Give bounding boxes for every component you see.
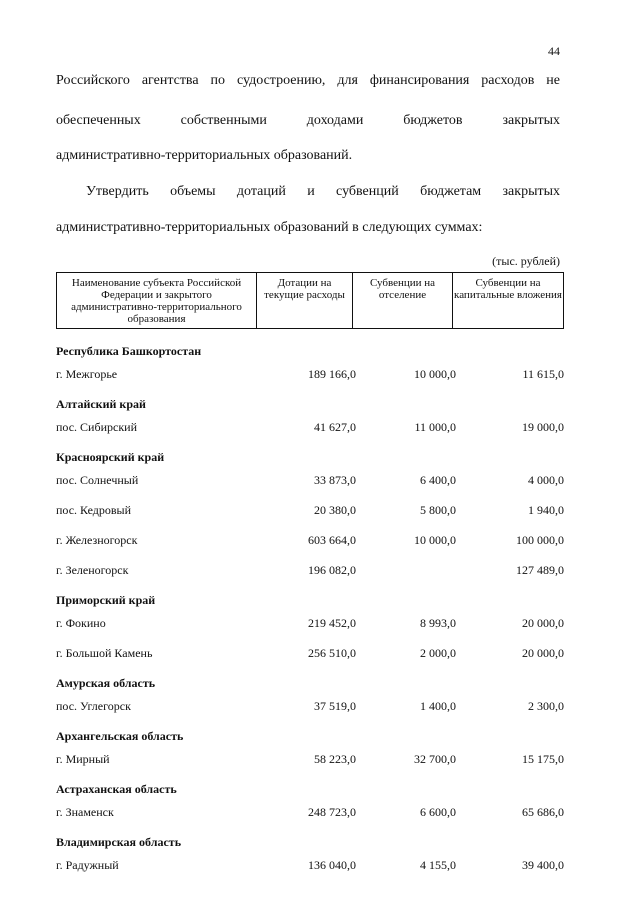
table-row bbox=[56, 752, 564, 782]
row-capital: 2 300,0 bbox=[528, 699, 564, 713]
row-subsidies: 41 627,0 bbox=[314, 420, 356, 434]
paragraph2-line1: Утвердить объемы дотаций и субвенций бюджетам закрытых bbox=[86, 184, 560, 199]
region-heading: Амурская область bbox=[56, 676, 156, 690]
row-capital: 39 400,0 bbox=[522, 858, 564, 872]
table-row bbox=[56, 533, 564, 563]
row-relocation: 11 000,0 bbox=[414, 420, 456, 434]
row-relocation: 6 400,0 bbox=[420, 473, 456, 487]
row-subsidies: 196 082,0 bbox=[308, 563, 356, 577]
row-relocation: 1 400,0 bbox=[420, 699, 456, 713]
row-subsidies: 219 452,0 bbox=[308, 616, 356, 630]
row-name: г. Межгорье bbox=[56, 367, 118, 381]
row-relocation: 8 993,0 bbox=[420, 616, 456, 630]
table-body bbox=[56, 344, 564, 888]
row-capital: 19 000,0 bbox=[522, 420, 564, 434]
row-name: г. Радужный bbox=[56, 858, 119, 872]
row-subsidies: 256 510,0 bbox=[308, 646, 356, 660]
region-heading: Красноярский край bbox=[56, 450, 165, 464]
row-relocation: 6 600,0 bbox=[420, 805, 456, 819]
region-heading: Астраханская область bbox=[56, 782, 177, 796]
row-name: пос. Кедровый bbox=[56, 503, 132, 517]
row-capital: 127 489,0 bbox=[516, 563, 564, 577]
row-relocation: 10 000,0 bbox=[414, 533, 456, 547]
row-name: пос. Сибирский bbox=[56, 420, 137, 434]
row-name: г. Знаменск bbox=[56, 805, 114, 819]
table-row bbox=[56, 473, 564, 503]
row-relocation: 4 155,0 bbox=[420, 858, 456, 872]
paragraph1-line2: обеспеченных собственными доходами бюджетов закрытых bbox=[56, 113, 560, 128]
row-capital: 100 000,0 bbox=[516, 533, 564, 547]
row-capital: 4 000,0 bbox=[528, 473, 564, 487]
header-relocation: Субвенции на отселение bbox=[353, 273, 453, 328]
table-row bbox=[56, 805, 564, 835]
table-row bbox=[56, 563, 564, 593]
row-capital: 11 615,0 bbox=[522, 367, 564, 381]
table-row bbox=[56, 503, 564, 533]
row-name: г. Фокино bbox=[56, 616, 106, 630]
region-heading: Алтайский край bbox=[56, 397, 146, 411]
row-name: г. Железногорск bbox=[56, 533, 138, 547]
row-name: пос. Углегорск bbox=[56, 699, 131, 713]
row-subsidies: 20 380,0 bbox=[314, 503, 356, 517]
header-capital: Субвенции на капитальные вложения bbox=[454, 277, 562, 301]
row-subsidies: 189 166,0 bbox=[308, 367, 356, 381]
row-capital: 20 000,0 bbox=[522, 616, 564, 630]
table-row bbox=[56, 616, 564, 646]
units-label: (тыс. рублей) bbox=[492, 254, 560, 268]
paragraph1-line3: административно-территориальных образований. bbox=[56, 148, 353, 163]
row-relocation: 10 000,0 bbox=[414, 367, 456, 381]
row-capital: 1 940,0 bbox=[528, 503, 564, 517]
row-relocation: 32 700,0 bbox=[414, 752, 456, 766]
page-number: 44 bbox=[548, 44, 560, 58]
table-row bbox=[56, 646, 564, 676]
row-relocation: 5 800,0 bbox=[420, 503, 456, 517]
table-row bbox=[56, 699, 564, 729]
row-capital: 20 000,0 bbox=[522, 646, 564, 660]
row-subsidies: 33 873,0 bbox=[314, 473, 356, 487]
row-name: г. Большой Камень bbox=[56, 646, 153, 660]
table-row bbox=[56, 858, 564, 888]
row-relocation: 2 000,0 bbox=[420, 646, 456, 660]
row-capital: 15 175,0 bbox=[522, 752, 564, 766]
header-subsidies: Дотации на текущие расходы bbox=[257, 273, 353, 328]
paragraph1-line1: Российского агентства по судостроению, для финансирования расходов не bbox=[56, 73, 560, 88]
row-subsidies: 603 664,0 bbox=[308, 533, 356, 547]
region-heading: Владимирская область bbox=[56, 835, 182, 849]
row-name: г. Мирный bbox=[56, 752, 110, 766]
header-subject: Наименование субъекта Российской Федерации и закрытого административно-территориального образования bbox=[57, 273, 257, 328]
region-heading: Республика Башкортостан bbox=[56, 344, 202, 358]
table-row bbox=[56, 367, 564, 397]
paragraph2-line2: административно-территориальных образований в следующих суммах: bbox=[56, 220, 483, 235]
region-heading: Приморский край bbox=[56, 593, 156, 607]
row-capital: 65 686,0 bbox=[522, 805, 564, 819]
row-subsidies: 248 723,0 bbox=[308, 805, 356, 819]
table-row bbox=[56, 420, 564, 450]
table-header bbox=[56, 272, 564, 329]
row-subsidies: 58 223,0 bbox=[314, 752, 356, 766]
region-heading: Архангельская область bbox=[56, 729, 184, 743]
row-subsidies: 136 040,0 bbox=[308, 858, 356, 872]
row-name: г. Зеленогорск bbox=[56, 563, 129, 577]
row-subsidies: 37 519,0 bbox=[314, 699, 356, 713]
row-name: пос. Солнечный bbox=[56, 473, 139, 487]
